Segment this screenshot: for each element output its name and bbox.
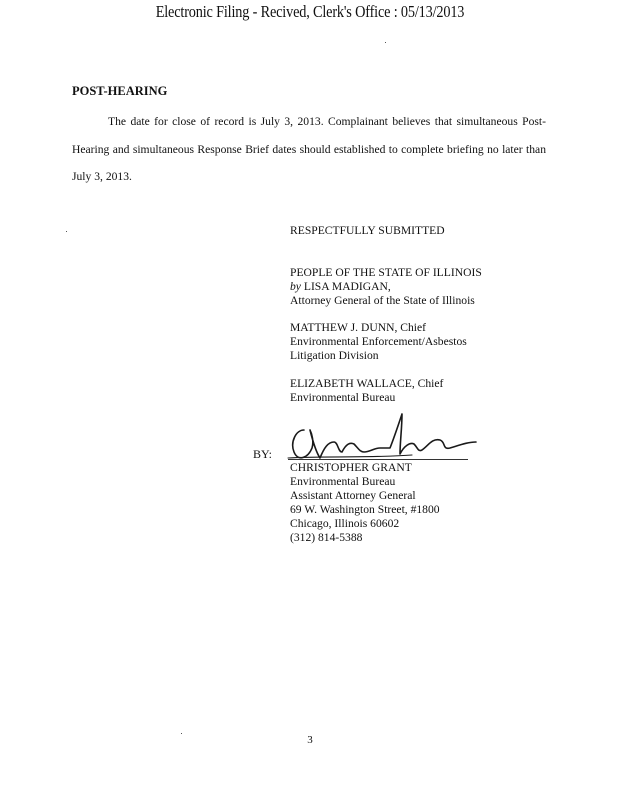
filing-stamp-header: Electronic Filing - Recived, Clerk's Office : 05/13/2013 [155,2,465,21]
signatory-phone: (312) 814-5388 [290,531,363,544]
submitted-text: RESPECTFULLY SUBMITTED [290,224,445,237]
page-number: 3 [307,734,313,746]
post-hearing-paragraph: The date for close of record is July 3, 2013. Complainant believes that simultaneous Post-Hearing and simultaneous Response Brief dates should established to complete briefing no later than July 3, 2013. [72,115,546,183]
scan-speck [66,231,67,232]
handwritten-signature [282,408,482,468]
signatory-bureau: Environmental Bureau [290,475,396,488]
signatory-title: Assistant Attorney General [290,489,416,502]
chief2-name: ELIZABETH WALLACE, Chief [290,377,444,390]
chief1-division-1: Environmental Enforcement/Asbestos [290,335,467,348]
signatory-street: 69 W. Washington Street, #1800 [290,503,440,516]
chief2-bureau: Environmental Bureau [290,391,396,404]
chief1-name: MATTHEW J. DUNN, Chief [290,321,426,334]
scan-speck [181,733,182,734]
party-by-line [290,280,590,294]
chief1-division-2: Litigation Division [290,349,379,362]
chief-block-2 [290,377,590,405]
by-prefix: by [290,280,301,293]
scan-speck [385,42,386,43]
by-label: BY: [253,447,272,461]
party-block [290,266,590,308]
party-name: PEOPLE OF THE STATE OF ILLINOIS [290,266,482,279]
section-heading: POST-HEARING [72,84,168,98]
signatory-city: Chicago, Illinois 60602 [290,517,400,530]
attorney-general-name: LISA MADIGAN, [303,280,391,293]
attorney-general-title: Attorney General of the State of Illinois [290,294,475,307]
signatory-name: CHRISTOPHER GRANT [290,461,412,474]
respectfully-submitted [290,224,590,238]
chief-block-1 [290,321,590,363]
signatory-block [290,461,590,545]
